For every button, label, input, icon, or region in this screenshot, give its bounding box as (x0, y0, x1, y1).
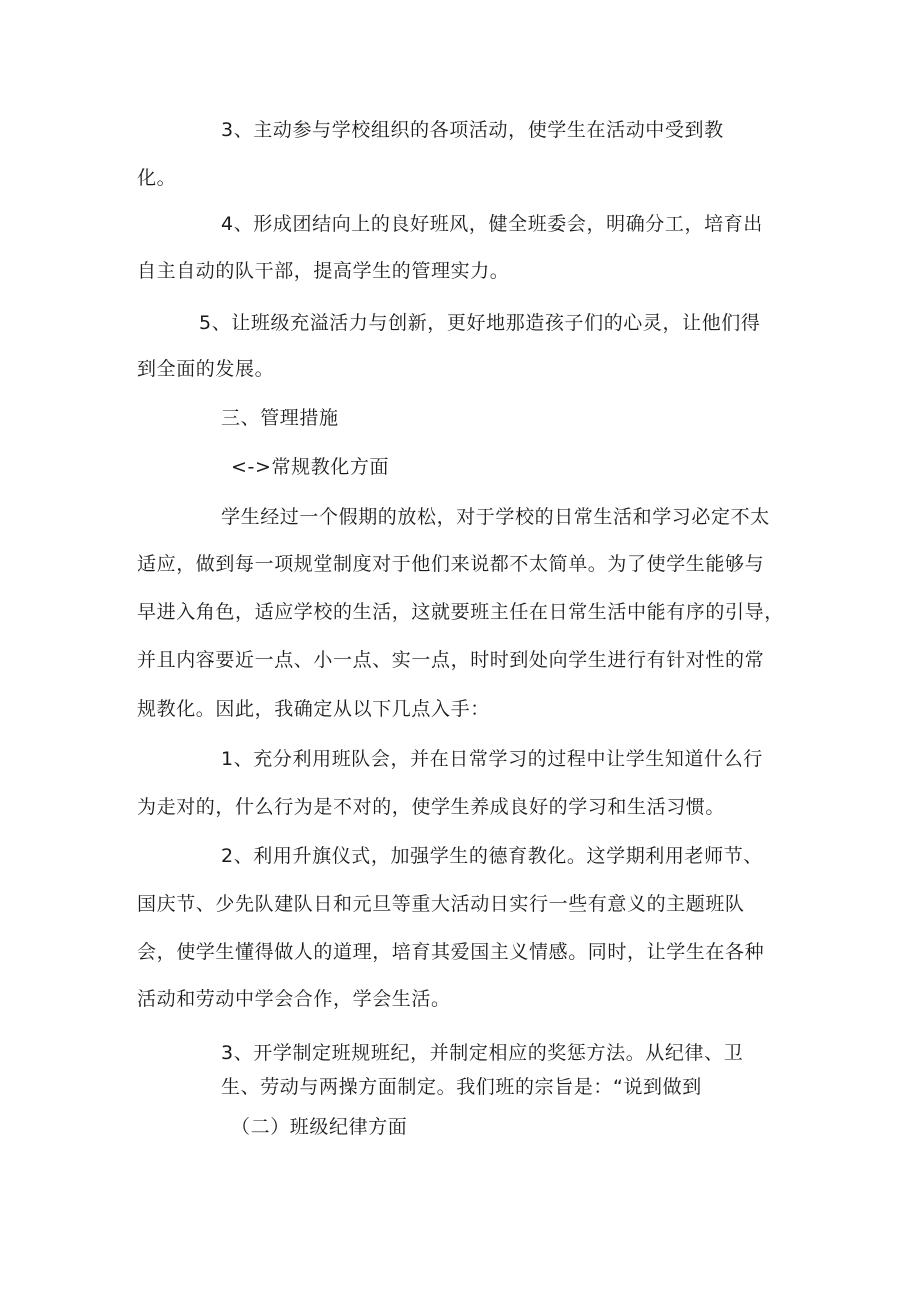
text-line: 1、充分利用班队会，并在日常学习的过程中让学生知道什么行 (221, 748, 763, 770)
text-line: 学生经过一个假期的放松，对于学校的日常生活和学习必定不太 (221, 506, 770, 528)
text-line: 为走对的，什么行为是不对的，使学生养成良好的学习和生活习惯。 (137, 796, 726, 818)
text-line: 2、利用升旗仪式，加强学生的德育教化。这学期利用老师节、 (221, 845, 763, 867)
section-heading: 三、管理措施 (221, 407, 339, 429)
text-line: 4、形成团结向上的良好班风，健全班委会，明确分工，培育出 (221, 213, 763, 235)
text-line: 到全面的发展。 (137, 358, 275, 380)
text-line: 3、主动参与学校组织的各项活动，使学生在活动中受到教 (221, 119, 724, 141)
text-line: 早进入角色，适应学校的生活，这就要班主任在日常生活中能有序的引导， (137, 601, 784, 623)
subsection-heading: （二）班级纪律方面 (231, 1116, 408, 1138)
text-line: 3、开学制定班规班纪，并制定相应的奖惩方法。从纪律、卫 (221, 1042, 744, 1064)
text-line: 化。 (137, 167, 177, 189)
text-line: 自主自动的队干部，提高学生的管理实力。 (137, 260, 510, 282)
subsection-heading: <->常规教化方面 (231, 456, 390, 478)
text-line: 规教化。因此，我确定从以下几点入手： (137, 698, 490, 720)
text-line: 国庆节、少先队建队日和元旦等重大活动日实行一些有意义的主题班队 (137, 893, 745, 915)
text-line: 并且内容要近一点、小一点、实一点，时时到处向学生进行有针对性的常 (137, 649, 765, 671)
text-line: 会，使学生懂得做人的道理，培育其爱国主义情感。同时，让学生在各种 (137, 941, 765, 963)
text-line: 5、让班级充溢活力与创新，更好地那造孩子们的心灵，让他们得 (199, 312, 761, 334)
text-line: 生、劳动与两操方面制定。我们班的宗旨是：“说到做到 (221, 1076, 702, 1098)
text-line: 活动和劳动中学会合作，学会生活。 (137, 988, 451, 1010)
text-line: 适应，做到每一项规堂制度对于他们来说都不太简单。为了使学生能够与 (137, 553, 765, 575)
